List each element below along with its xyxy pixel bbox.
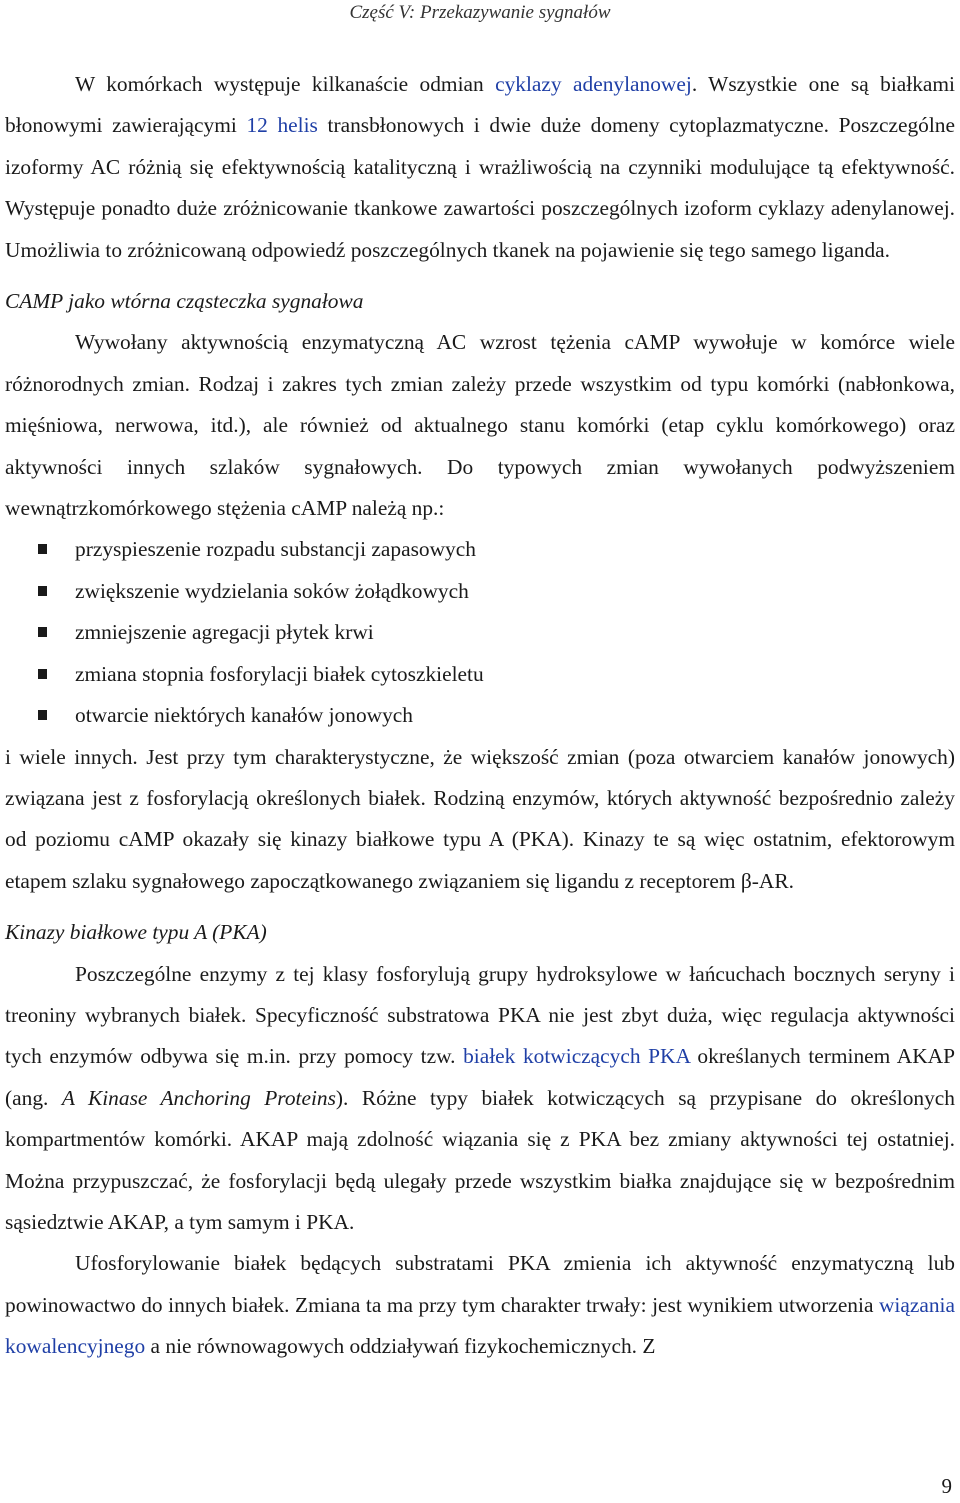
paragraph-text: ). Różne typy białek kotwiczących są przypisane do określonych kompartmentów komórki. AKAP mają zdolność wiązania się z PKA bez zmiany aktywności tej ostatniej. Można przypuszczać, że fosforylacji będą ulegały przede wszystkim białka znajdujące się w bezpośrednim sąsiedztwie AKAP, a tym samym i PKA.: [5, 1085, 955, 1234]
paragraph-pka-akap: [5, 954, 955, 1244]
square-bullet-icon: [38, 544, 47, 554]
paragraph-text: Poszczególne enzymy z tej klasy fosforylują grupy hydroksylowe w łańcuchach bocznych seryny i treoniny wybranych białek. Specyficzność substratowa PKA nie jest zbyt duża, więc regulacja aktywności tych enzymów odbywa się m.in. przy pomocy tzw.: [5, 961, 955, 1069]
paragraph-camp-effects: Wywołany aktywnością enzymatyczną AC wzrost tężenia cAMP wywołuje w komórce wiele różnorodnych zmian. Rodzaj i zakres tych zmian zależy przede wszystkim od typu komórki (nabłonkowa, mięśniowa, nerwowa, itd.), ale również od aktualnego stanu komórki (etap cyklu komórkowego) oraz aktywności innych szlaków sygnałowych. Do typowych zmian wywołanych podwyższeniem wewnątrzkomórkowego stężenia cAMP należą np.:: [5, 330, 955, 521]
list-item: [5, 612, 955, 653]
paragraph-text: określanych terminem AKAP (ang.: [5, 1044, 955, 1110]
link-covalent-bond[interactable]: wiązania kowalencyjnego: [5, 1292, 955, 1359]
link-pka-anchoring-proteins[interactable]: białek kotwiczących PKA: [463, 1044, 690, 1069]
list-item: [5, 571, 955, 612]
paragraph-pka-intro: i wiele innych. Jest przy tym charakterystyczne, że większość zmian (poza otwarciem kanałów jonowych) związana jest z fosforylacją określonych białek. Rodziną enzymów, których aktywność bezpośrednio zależy od poziomu cAMP okazały się kinazy białkowe typu A (PKA). Kinazy te są więc ostatnim, efektorowym etapem szlaku sygnałowego zapoczątkowanego związaniem się ligandu z receptorem β-AR.: [5, 744, 955, 893]
square-bullet-icon: [38, 627, 47, 637]
paragraph-phosphorylation: [5, 1243, 955, 1367]
paragraph-text: . Wszystkie one są białkami błonowymi zawierającymi: [5, 72, 955, 138]
link-adenylyl-cyclase[interactable]: cyklazy adenylanowej: [495, 72, 692, 96]
paragraph-text: transbłonowych i dwie duże domeny cytoplazmatyczne. Poszczególne izoformy AC różnią się efektywnością katalityczną i wrażliwością na czynniki modulujące tą efektywność. Występuje ponadto duże zróżnicowanie tkankowe zawartości poszczególnych izoform cyklazy adenylanowej. Umożliwia to zróżnicowaną odpowiedź poszczególnych tkanek na pojawienie się tego samego liganda.: [5, 113, 955, 262]
list-item-text: zmiana stopnia fosforylacji białek cytoszkieletu: [75, 661, 484, 686]
list-item: [5, 695, 955, 736]
camp-effects-list: [5, 529, 955, 736]
list-item-text: przyspieszenie rozpadu substancji zapasowych: [75, 537, 476, 562]
section-heading-camp: CAMP jako wtórna cząsteczka sygnałowa: [5, 289, 364, 314]
page-number: 9: [941, 1474, 952, 1498]
running-header: Część V: Przekazywanie sygnałów: [349, 2, 611, 23]
list-item-text: zwiększenie wydzielania soków żołądkowych: [75, 578, 469, 603]
paragraph-text: Ufosforylowanie białek będących substratami PKA zmienia ich aktywność enzymatyczną lub powinowactwo do innych białek. Zmiana ta ma przy tym charakter trwały: jest wynikiem utworzenia: [5, 1251, 955, 1317]
square-bullet-icon: [38, 586, 47, 596]
paragraph-text: a nie równowagowych oddziaływań fizykochemicznych. Z: [145, 1334, 656, 1359]
square-bullet-icon: [38, 710, 47, 720]
italic-term: A Kinase Anchoring Proteins: [61, 1085, 336, 1110]
page-content: [5, 64, 955, 1368]
square-bullet-icon: [38, 669, 47, 679]
link-12-helices[interactable]: 12 helis: [246, 113, 318, 138]
paragraph-text: W komórkach występuje kilkanaście odmian: [75, 72, 496, 96]
list-item: [5, 529, 955, 570]
list-item: [5, 654, 955, 695]
paragraph-adenylyl-cyclase: [5, 64, 955, 271]
section-heading-pka: Kinazy białkowe typu A (PKA): [5, 920, 267, 945]
list-item-text: otwarcie niektórych kanałów jonowych: [75, 703, 413, 728]
list-item-text: zmniejszenie agregacji płytek krwi: [75, 620, 374, 645]
